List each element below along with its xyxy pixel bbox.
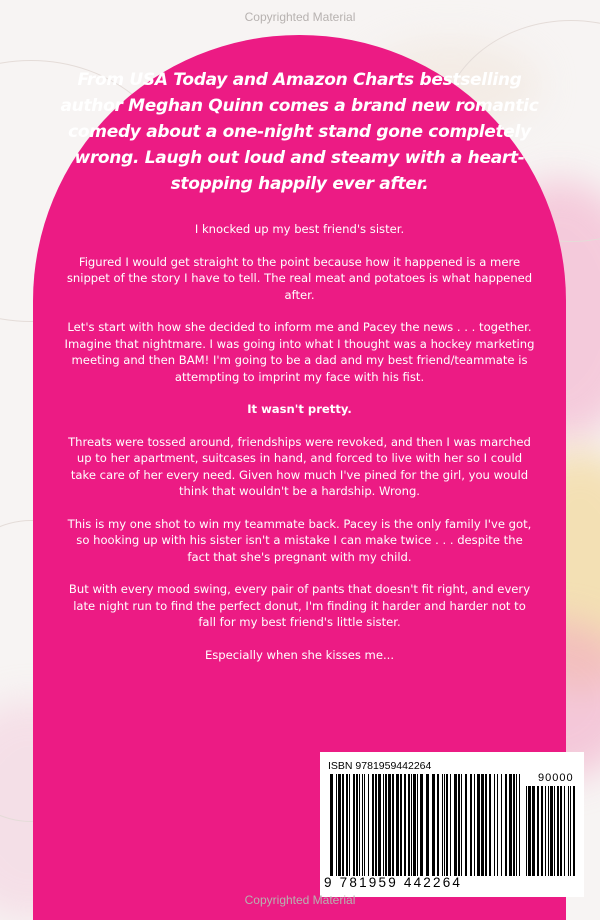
- copyright-watermark-bottom: Copyrighted Material: [244, 893, 356, 907]
- barcode-digits: 9 781959 442264: [324, 875, 463, 890]
- blurb-paragraph: But with every mood swing, every pair of pants that doesn't fit right, and every late night run to find the perfect donut, I'm finding it harder and harder not to fall for my best friend's little sister.: [68, 582, 531, 629]
- back-cover-copy: [33, 35, 566, 679]
- blurb-paragraph: I knocked up my best friend's sister.: [194, 222, 405, 236]
- copyright-watermark-top: Copyrighted Material: [244, 10, 356, 24]
- ean13-bars: [330, 774, 522, 876]
- book-blurb: [65, 221, 535, 663]
- blurb-paragraph: Especially when she kisses me...: [204, 647, 395, 662]
- blurb-emphasis: It wasn't pretty.: [247, 402, 352, 416]
- addon-bars: [526, 786, 578, 876]
- isbn-label: ISBN 9781959442264: [328, 760, 432, 772]
- blurb-paragraph: Threats were tossed around, friendships were revoked, and then I was marched up to her apartment, suitcases in hand, and forced to live with her so I could take care of her every need. Given how much I've pined for the girl, you would think that wouldn't be a hardship. Wrong.: [68, 434, 531, 498]
- blurb-paragraph: Figured I would get straight to the point because how it happened is a mere snippet of the story I have to tell. The real meat and potatoes is what happened after.: [66, 254, 533, 302]
- blurb-paragraph: This is my one shot to win my teammate back. Pacey is the only family I've got, so hooking up with his sister isn't a mistake I can make twice . . . despite the fact that she's pregnant with my child.: [67, 516, 532, 564]
- isbn-barcode: [320, 752, 584, 897]
- price-code: 90000: [538, 772, 574, 784]
- blurb-paragraph: Let's start with how she decided to inform me and Pacey the news . . . together. Imagine that nightmare. I was going into what I thought was a hockey marketing meeting and then BAM! I'm going to be a dad and my best friend/teammate is attempting to imprint my face with his fist.: [64, 320, 535, 384]
- tagline: From USA Today and Amazon Charts bestselling author Meghan Quinn comes a brand new romantic comedy about a one-night stand gone completely wrong. Laugh out loud and steamy with a heart-stopping happily ever after.: [60, 70, 539, 194]
